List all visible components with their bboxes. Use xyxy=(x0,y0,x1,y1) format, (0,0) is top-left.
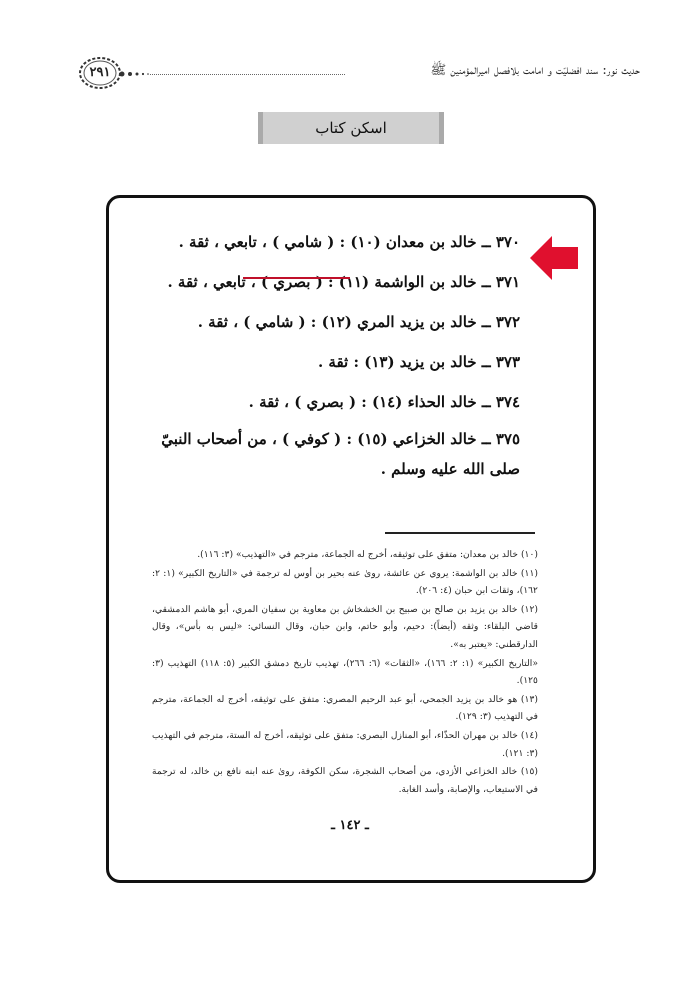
entry-371: ۳۷۱ ــ خالد بن الواشمة (۱۱) : ( بصري ) ، تابعي ، ثقة . xyxy=(167,273,520,291)
highlight-underline xyxy=(243,277,350,279)
entry-375: ۳۷٥ ــ خالد الخزاعي (۱٥) : ( كوفي ) ، من أصحاب النبيّ صلى الله عليه وسلم . xyxy=(161,430,520,478)
arrow-left-icon xyxy=(530,236,578,280)
footnote-15: (١٥) خالد الخزاعي الأزدي، من أصحاب الشجرة، سكن الكوفة، روىٰ عنه ابنه نافع بن خالد، له ترجمة في الاستيعاب، والإصابة، وأسد الغابة. xyxy=(152,766,538,795)
scan-label: اسکن کتاب xyxy=(258,112,444,144)
footnote-10: (١٠) خالد بن معدان: متفق على توثيقه، أخرج له الجماعة، مترجم في «التهذيب» (٣: ١١٦). xyxy=(197,549,538,560)
footnote-12-refs: «التاريخ الكبير» (١: ٢: ١٦٦)، «الثقات» (٦: ٢٦٦)، تهذيب تاريخ دمشق الكبير (٥: ١١٨) التهذيب (٣: ١٢٥). xyxy=(152,657,538,687)
page-number: ۲۹۱ xyxy=(89,65,111,80)
page-number-badge xyxy=(78,56,122,90)
footnotes xyxy=(152,546,538,799)
book-page-number: ـ ١٤٢ ـ xyxy=(331,818,369,833)
header-title: حدیث نور: سند افضلیّت و امامت بلافصل امیرالمؤمنین ﷺ xyxy=(430,63,640,78)
footnote-11: (١١) خالد بن الواشمة: يروي عن عائشة، روىٰ عنه بحير بن أوس له ترجمة في «التاريخ الكبير» (١: ٢: ١٦٢)، وثقات ابن حبان (٤: ٢٠٦). xyxy=(152,567,538,597)
entry-373: ۳۷۳ ــ خالد بن يزيد (۱۳) : ثقة . xyxy=(317,353,520,371)
entry-374: ۳۷٤ ــ خالد الحذاء (۱٤) : ( بصري ) ، ثقة . xyxy=(248,393,520,411)
entry-370: ۳۷۰ ــ خالد بن معدان (۱۰) : ( شامي ) ، تابعي ، ثقة . xyxy=(178,233,520,251)
entry-list xyxy=(140,232,520,504)
footnote-12: (١٢) خالد بن يزيد بن صالح بن صبيح بن الخشخاش بن معاوية بن سفيان المري، أبو هاشم الدمشقي، قاضي البلقاء: وثقه (أيضاً): دحيم، وأبو حاتم، وابن حبان، وقال النسائي: «ليس به بأس»، وقال الدارقطني: «يعتبر به». xyxy=(152,603,538,650)
header-divider xyxy=(150,74,345,75)
footnote-14: (١٤) خالد بن مهران الحذّاء، أبو المنازل البصري: متفق على توثيقه، أخرج له الستة، مترجم في التهذيب (٣: ١٢١). xyxy=(152,729,538,759)
footnote-13: (١٣) هو خالد بن يزيد الجمحي، أبو عبد الرحيم المصري: متفق على توثيقه، أخرج له الجماعة، مترجم في التهذيب (٣: ١٢٩). xyxy=(152,693,538,723)
entry-372: ۳۷۲ ــ خالد بن يزيد المري (۱۲) : ( شامي ) ، ثقة . xyxy=(197,313,520,331)
footnote-divider xyxy=(385,532,535,534)
page-header xyxy=(0,0,700,100)
ornament-icon xyxy=(118,70,152,78)
